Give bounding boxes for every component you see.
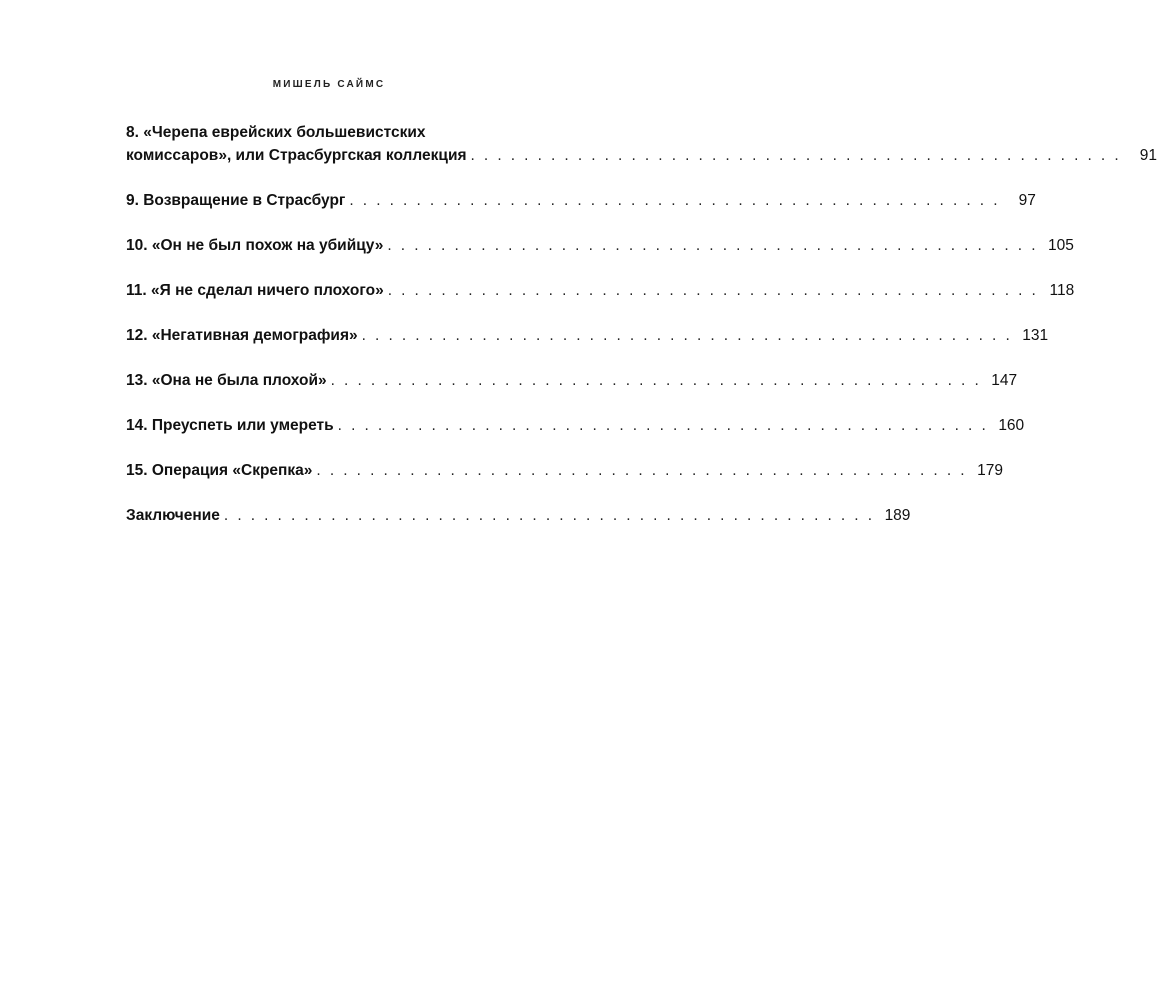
dot-leader: . . . . . . . . . . . . . . . . . . . . . . . . . . . . . . . . . . . . . . . . . . . . . . . . . (223, 507, 875, 524)
dot-leader: . . . . . . . . . . . . . . . . . . . . . . . . . . . . . . . . . . . . . . . . . . . . . . . . . (387, 237, 1038, 254)
toc-entry-page: 131 (1022, 327, 1049, 344)
toc-entry-title: 9. Возвращение в Страсбург (126, 192, 346, 209)
toc-entry-title: 11. «Я не сделал ничего плохого» (126, 282, 384, 299)
toc-entry-15[interactable] (126, 459, 1003, 482)
toc-entry-title: 14. Преуспеть или умереть (126, 417, 334, 434)
toc-entry-page: 91 (1139, 147, 1157, 164)
dot-leader: . . . . . . . . . . . . . . . . . . . . . . . . . . . . . . . . . . . . . . . . . . . . . . . . . (316, 462, 967, 479)
toc-entry-13[interactable] (126, 369, 1018, 392)
toc-entry-title: 10. «Он не был похож на убийцу» (126, 237, 384, 254)
toc-entry-title: Заключение (126, 507, 220, 524)
toc-entry-title: 13. «Она не была плохой» (126, 372, 327, 389)
toc-entry-page: 179 (977, 462, 1003, 479)
table-of-contents (126, 121, 1157, 549)
running-head: МИШЕЛЬ САЙМС (272, 79, 386, 90)
dot-leader: . . . . . . . . . . . . . . . . . . . . . . . . . . . . . . . . . . . . . . . . . . . . . . . . . (330, 372, 982, 389)
toc-entry-title: 12. «Негативная демография» (126, 327, 358, 344)
dot-leader: . . . . . . . . . . . . . . . . . . . . . . . . . . . . . . . . . . . . . . . . . . . . . . . . . (337, 417, 989, 434)
toc-entry-conclusion[interactable] (126, 504, 911, 527)
toc-entry-11[interactable] (126, 279, 1075, 302)
toc-entry-8[interactable] (126, 121, 1157, 167)
dot-leader: . . . . . . . . . . . . . . . . . . . . . . . . . . . . . . . . . . . . . . . . . . . . . . . . . (361, 327, 1013, 344)
toc-entry-title-line1: 8. «Черепа еврейских большевистских (126, 124, 426, 141)
dot-leader: . . . . . . . . . . . . . . . . . . . . . . . . . . . . . . . . . . . . . . . . . . . . . . . . . (470, 147, 1122, 164)
toc-entry-page: 105 (1048, 237, 1074, 254)
toc-entry-page: 189 (884, 507, 911, 524)
toc-entry-title: комиссаров», или Страсбургская коллекция (126, 147, 467, 164)
toc-entry-page: 97 (1018, 192, 1036, 209)
dot-leader: . . . . . . . . . . . . . . . . . . . . . . . . . . . . . . . . . . . . . . . . . . . . . . . . . (349, 192, 1000, 209)
toc-entry-12[interactable] (126, 324, 1049, 347)
toc-entry-title: 15. Операция «Скрепка» (126, 462, 313, 479)
dot-leader: . . . . . . . . . . . . . . . . . . . . . . . . . . . . . . . . . . . . . . . . . . . . . . . . . (387, 282, 1039, 299)
toc-entry-page: 118 (1049, 282, 1075, 299)
toc-entry-9[interactable] (126, 189, 1036, 212)
toc-entry-14[interactable] (126, 414, 1025, 437)
toc-entry-page: 160 (998, 417, 1025, 434)
toc-entry-page: 147 (991, 372, 1018, 389)
toc-entry-10[interactable] (126, 234, 1074, 257)
